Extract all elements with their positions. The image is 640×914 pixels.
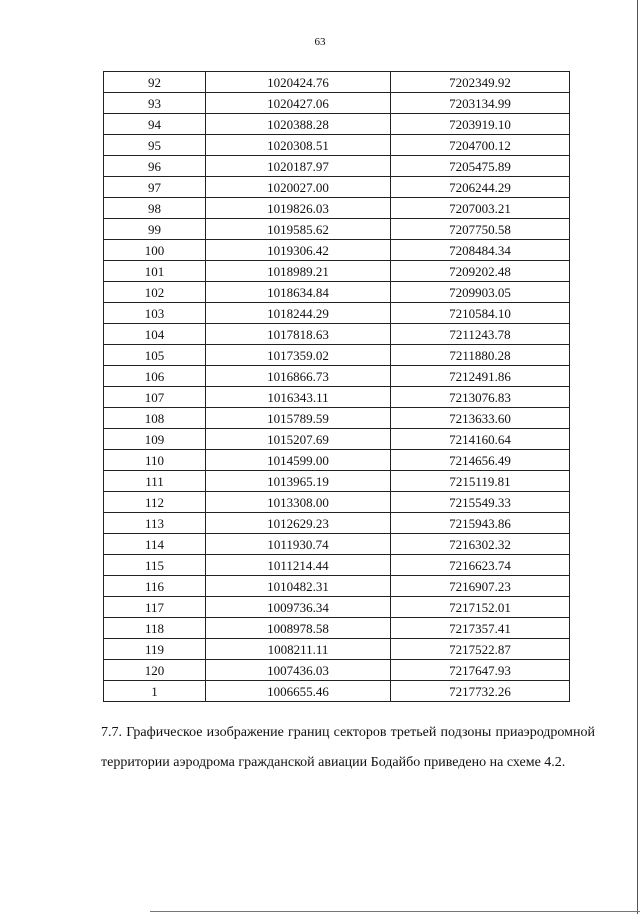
point-number-cell: 92	[104, 72, 206, 93]
table-row	[104, 345, 570, 366]
point-number-cell: 102	[104, 282, 206, 303]
x-coordinate-cell: 1010482.31	[206, 576, 391, 597]
table-row	[104, 639, 570, 660]
point-number-cell: 110	[104, 450, 206, 471]
y-coordinate-cell: 7217357.41	[391, 618, 570, 639]
point-number-cell: 96	[104, 156, 206, 177]
point-number-cell: 118	[104, 618, 206, 639]
table-row	[104, 198, 570, 219]
point-number-cell: 98	[104, 198, 206, 219]
x-coordinate-cell: 1016866.73	[206, 366, 391, 387]
x-coordinate-cell: 1017818.63	[206, 324, 391, 345]
y-coordinate-cell: 7217152.01	[391, 597, 570, 618]
y-coordinate-cell: 7214160.64	[391, 429, 570, 450]
point-number-cell: 105	[104, 345, 206, 366]
point-number-cell: 99	[104, 219, 206, 240]
x-coordinate-cell: 1020308.51	[206, 135, 391, 156]
x-coordinate-cell: 1019826.03	[206, 198, 391, 219]
x-coordinate-cell: 1008978.58	[206, 618, 391, 639]
x-coordinate-cell: 1013965.19	[206, 471, 391, 492]
x-coordinate-cell: 1020427.06	[206, 93, 391, 114]
x-coordinate-cell: 1016343.11	[206, 387, 391, 408]
table-row	[104, 597, 570, 618]
x-coordinate-cell: 1018989.21	[206, 261, 391, 282]
point-number-cell: 1	[104, 681, 206, 702]
point-number-cell: 104	[104, 324, 206, 345]
y-coordinate-cell: 7216623.74	[391, 555, 570, 576]
point-number-cell: 115	[104, 555, 206, 576]
table-row	[104, 240, 570, 261]
table-row	[104, 282, 570, 303]
table-row	[104, 135, 570, 156]
table-row	[104, 366, 570, 387]
table-row	[104, 114, 570, 135]
x-coordinate-cell: 1020424.76	[206, 72, 391, 93]
y-coordinate-cell: 7213633.60	[391, 408, 570, 429]
y-coordinate-cell: 7206244.29	[391, 177, 570, 198]
table-row	[104, 681, 570, 702]
page-number: 63	[314, 36, 326, 48]
table-row	[104, 408, 570, 429]
point-number-cell: 103	[104, 303, 206, 324]
x-coordinate-cell: 1015789.59	[206, 408, 391, 429]
table-row	[104, 513, 570, 534]
table-row	[104, 72, 570, 93]
point-number-cell: 120	[104, 660, 206, 681]
table-row	[104, 618, 570, 639]
table-row	[104, 324, 570, 345]
x-coordinate-cell: 1018244.29	[206, 303, 391, 324]
table-row	[104, 555, 570, 576]
x-coordinate-cell: 1013308.00	[206, 492, 391, 513]
y-coordinate-cell: 7210584.10	[391, 303, 570, 324]
x-coordinate-cell: 1008211.11	[206, 639, 391, 660]
y-coordinate-cell: 7204700.12	[391, 135, 570, 156]
y-coordinate-cell: 7205475.89	[391, 156, 570, 177]
point-number-cell: 95	[104, 135, 206, 156]
coordinates-table-body	[104, 72, 570, 702]
x-coordinate-cell: 1020027.00	[206, 177, 391, 198]
y-coordinate-cell: 7207750.58	[391, 219, 570, 240]
y-coordinate-cell: 7203134.99	[391, 93, 570, 114]
table-row	[104, 576, 570, 597]
y-coordinate-cell: 7209903.05	[391, 282, 570, 303]
x-coordinate-cell: 1014599.00	[206, 450, 391, 471]
y-coordinate-cell: 7208484.34	[391, 240, 570, 261]
y-coordinate-cell: 7211243.78	[391, 324, 570, 345]
point-number-cell: 100	[104, 240, 206, 261]
y-coordinate-cell: 7207003.21	[391, 198, 570, 219]
x-coordinate-cell: 1006655.46	[206, 681, 391, 702]
x-coordinate-cell: 1019306.42	[206, 240, 391, 261]
y-coordinate-cell: 7216302.32	[391, 534, 570, 555]
point-number-cell: 106	[104, 366, 206, 387]
point-number-cell: 101	[104, 261, 206, 282]
table-row	[104, 387, 570, 408]
coordinates-table	[103, 71, 570, 702]
scan-edge-right	[637, 0, 638, 914]
point-number-cell: 108	[104, 408, 206, 429]
section-paragraph: 7.7. Графическое изображение границ секторов третьей подзоны приаэродромной территории аэродрома гражданской авиации Бодайбо приведено на схеме 4.2.	[101, 725, 595, 770]
point-number-cell: 109	[104, 429, 206, 450]
y-coordinate-cell: 7217732.26	[391, 681, 570, 702]
x-coordinate-cell: 1019585.62	[206, 219, 391, 240]
table-row	[104, 93, 570, 114]
y-coordinate-cell: 7211880.28	[391, 345, 570, 366]
y-coordinate-cell: 7213076.83	[391, 387, 570, 408]
table-row	[104, 660, 570, 681]
x-coordinate-cell: 1017359.02	[206, 345, 391, 366]
table-row	[104, 471, 570, 492]
point-number-cell: 119	[104, 639, 206, 660]
y-coordinate-cell: 7215943.86	[391, 513, 570, 534]
y-coordinate-cell: 7216907.23	[391, 576, 570, 597]
y-coordinate-cell: 7215119.81	[391, 471, 570, 492]
table-row	[104, 219, 570, 240]
x-coordinate-cell: 1012629.23	[206, 513, 391, 534]
x-coordinate-cell: 1011930.74	[206, 534, 391, 555]
point-number-cell: 116	[104, 576, 206, 597]
x-coordinate-cell: 1011214.44	[206, 555, 391, 576]
table-row	[104, 261, 570, 282]
point-number-cell: 97	[104, 177, 206, 198]
table-row	[104, 156, 570, 177]
table-row	[104, 534, 570, 555]
table-row	[104, 492, 570, 513]
y-coordinate-cell: 7209202.48	[391, 261, 570, 282]
point-number-cell: 117	[104, 597, 206, 618]
point-number-cell: 114	[104, 534, 206, 555]
x-coordinate-cell: 1009736.34	[206, 597, 391, 618]
table-row	[104, 429, 570, 450]
point-number-cell: 93	[104, 93, 206, 114]
x-coordinate-cell: 1007436.03	[206, 660, 391, 681]
point-number-cell: 107	[104, 387, 206, 408]
y-coordinate-cell: 7217647.93	[391, 660, 570, 681]
point-number-cell: 113	[104, 513, 206, 534]
y-coordinate-cell: 7214656.49	[391, 450, 570, 471]
point-number-cell: 112	[104, 492, 206, 513]
x-coordinate-cell: 1018634.84	[206, 282, 391, 303]
x-coordinate-cell: 1015207.69	[206, 429, 391, 450]
y-coordinate-cell: 7215549.33	[391, 492, 570, 513]
table-row	[104, 177, 570, 198]
point-number-cell: 111	[104, 471, 206, 492]
table-row	[104, 303, 570, 324]
y-coordinate-cell: 7203919.10	[391, 114, 570, 135]
table-row	[104, 450, 570, 471]
scan-edge-bottom	[150, 911, 640, 912]
y-coordinate-cell: 7212491.86	[391, 366, 570, 387]
x-coordinate-cell: 1020187.97	[206, 156, 391, 177]
y-coordinate-cell: 7202349.92	[391, 72, 570, 93]
y-coordinate-cell: 7217522.87	[391, 639, 570, 660]
point-number-cell: 94	[104, 114, 206, 135]
x-coordinate-cell: 1020388.28	[206, 114, 391, 135]
